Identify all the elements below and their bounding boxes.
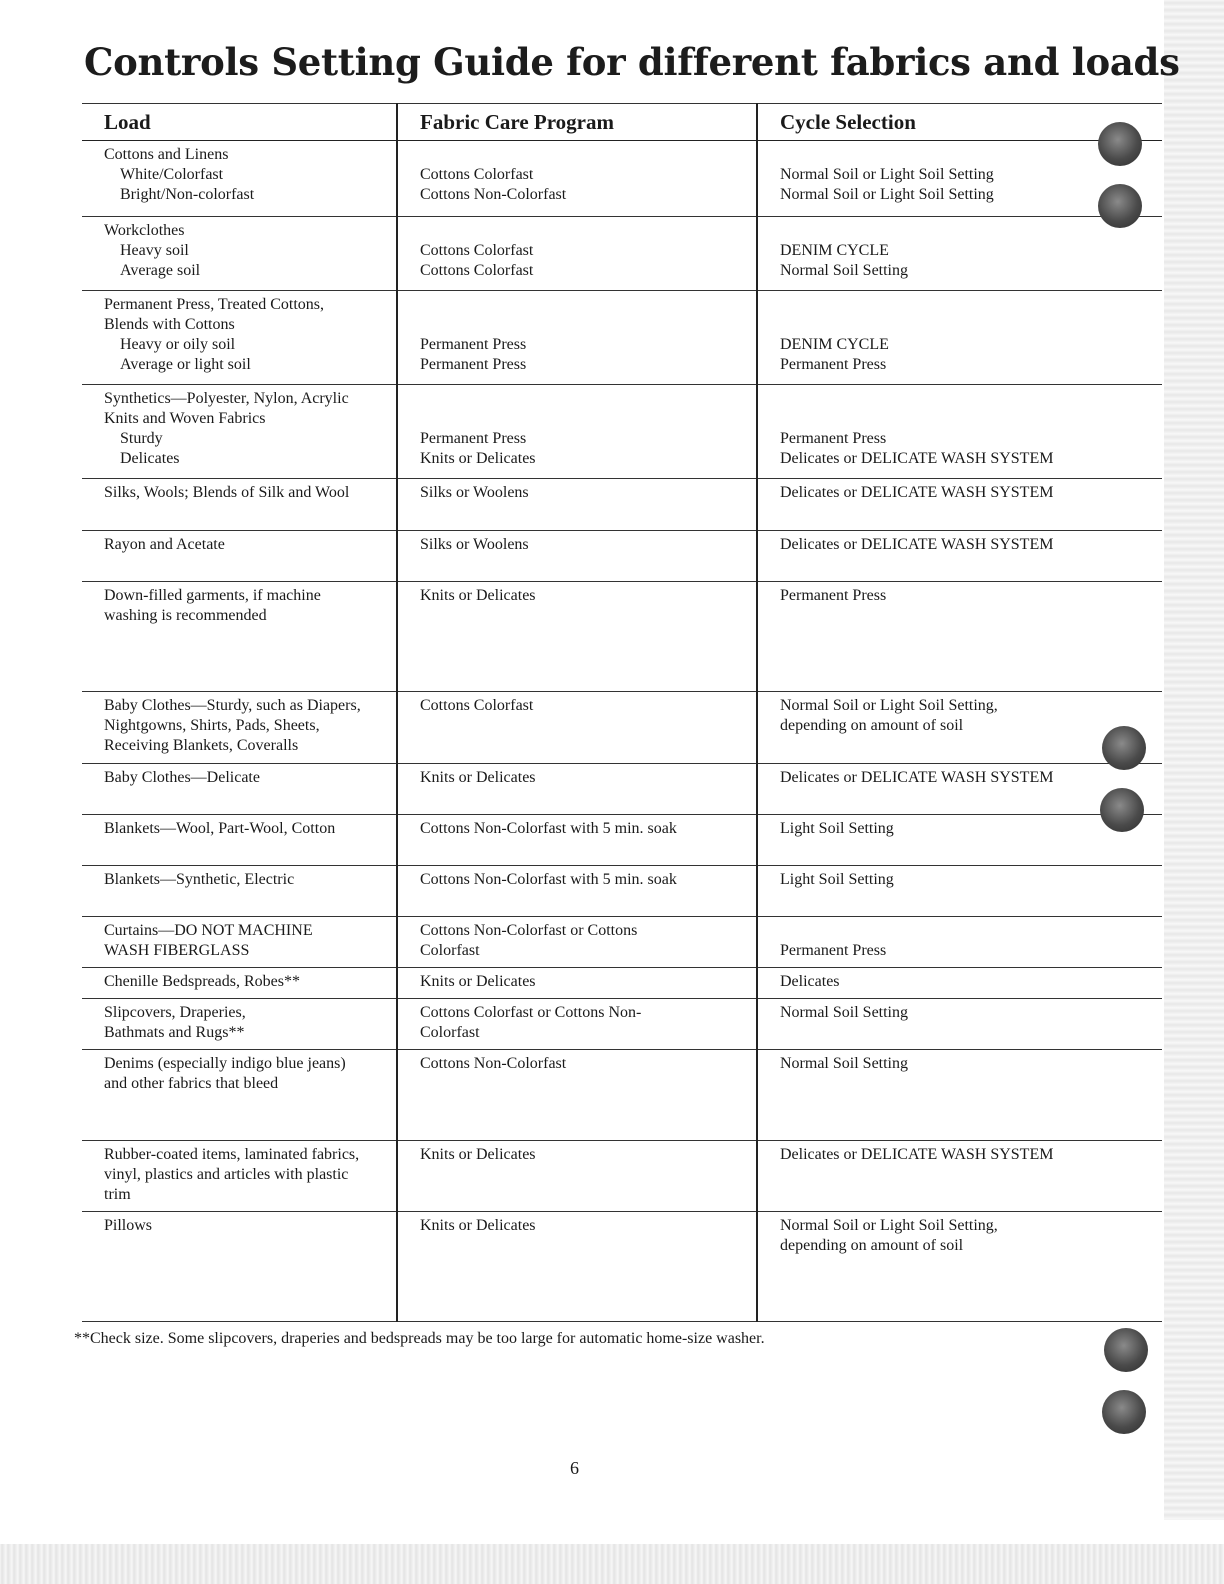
load-cell: [82, 1050, 397, 1141]
cell-line: Permanent Press: [780, 356, 887, 373]
cycle-cell: [757, 1212, 1162, 1322]
cell-line: [420, 145, 746, 165]
table-row: [82, 968, 1162, 999]
cell-line: Slipcovers, Draperies,: [104, 1004, 246, 1021]
cell-line: Silks or Woolens: [420, 484, 529, 501]
cell-line: Workclothes: [104, 222, 185, 239]
cell-line: Cottons Colorfast: [420, 262, 534, 279]
cell-line: Knits and Woven Fabrics: [104, 410, 266, 427]
cell-line: Knits or Delicates: [420, 1217, 536, 1234]
table-row: [82, 531, 1162, 582]
cell-line: Blends with Cottons: [104, 316, 235, 333]
table-row: [82, 815, 1162, 866]
cell-line: Delicates or DELICATE WASH SYSTEM: [780, 450, 1054, 467]
cell-line: Delicates: [780, 973, 840, 990]
cell-line: Delicates or DELICATE WASH SYSTEM: [780, 769, 1054, 786]
cell-line: Cottons Non-Colorfast or Cottons: [420, 922, 638, 939]
cell-line: Bathmats and Rugs**: [104, 1024, 245, 1041]
load-cell: [82, 999, 397, 1050]
cell-line: DENIM CYCLE: [780, 242, 889, 259]
program-cell: [397, 291, 757, 385]
program-cell: [397, 917, 757, 968]
cell-line: Delicates: [120, 450, 180, 467]
table-row: [82, 385, 1162, 479]
program-cell: [397, 582, 757, 692]
cell-line: White/Colorfast: [120, 166, 224, 183]
cell-line: Permanent Press, Treated Cottons,: [104, 296, 324, 313]
table-header-row: [82, 104, 1162, 141]
table-body: [82, 141, 1162, 1322]
load-cell: [82, 582, 397, 692]
table-row: [82, 917, 1162, 968]
cell-line: Nightgowns, Shirts, Pads, Sheets,: [104, 717, 320, 734]
cycle-cell: [757, 999, 1162, 1050]
cell-line: Curtains—DO NOT MACHINE: [104, 922, 313, 939]
cycle-cell: [757, 815, 1162, 866]
table-row: [82, 1141, 1162, 1212]
punch-hole-icon: [1102, 726, 1146, 770]
cell-line: Blankets—Synthetic, Electric: [104, 871, 295, 888]
cell-line: Knits or Delicates: [420, 973, 536, 990]
cell-line: DENIM CYCLE: [780, 336, 889, 353]
cell-line: Normal Soil Setting: [780, 1055, 908, 1072]
cell-line: WASH FIBERGLASS: [104, 942, 250, 959]
cell-line: trim: [104, 1186, 131, 1203]
cell-line: Denims (especially indigo blue jeans): [104, 1055, 346, 1072]
punch-hole-icon: [1098, 184, 1142, 228]
cell-line: [780, 295, 1152, 315]
cell-line: [420, 389, 746, 409]
cell-line: Delicates or DELICATE WASH SYSTEM: [780, 536, 1054, 553]
table-row: [82, 999, 1162, 1050]
cell-line: Knits or Delicates: [420, 769, 536, 786]
program-cell: [397, 1050, 757, 1141]
cell-line: Colorfast: [420, 1024, 480, 1041]
load-cell: [82, 141, 397, 217]
cycle-cell: [757, 1141, 1162, 1212]
punch-hole-icon: [1104, 1328, 1148, 1372]
cell-line: Rayon and Acetate: [104, 536, 225, 553]
page-title: Controls Setting Guide for different fabrics and loads: [84, 40, 1180, 84]
load-cell: [82, 917, 397, 968]
cell-line: [780, 315, 1152, 335]
table-row: [82, 582, 1162, 692]
cell-line: Normal Soil Setting: [780, 1004, 908, 1021]
cell-line: [780, 921, 1152, 941]
cell-line: Delicates or DELICATE WASH SYSTEM: [780, 1146, 1054, 1163]
load-cell: [82, 968, 397, 999]
load-cell: [82, 291, 397, 385]
program-cell: [397, 1212, 757, 1322]
table-row: [82, 866, 1162, 917]
cycle-cell: [757, 217, 1162, 291]
load-cell: [82, 479, 397, 531]
cell-line: Knits or Delicates: [420, 1146, 536, 1163]
cell-line: Normal Soil or Light Soil Setting: [780, 186, 994, 203]
punch-hole-icon: [1098, 122, 1142, 166]
load-cell: [82, 217, 397, 291]
cell-line: Average soil: [120, 262, 201, 279]
cell-line: Cottons Colorfast or Cottons Non-: [420, 1004, 642, 1021]
program-cell: [397, 692, 757, 764]
cell-line: Blankets—Wool, Part-Wool, Cotton: [104, 820, 336, 837]
cell-line: Heavy or oily soil: [120, 336, 236, 353]
load-cell: [82, 815, 397, 866]
cycle-cell: [757, 385, 1162, 479]
cell-line: Normal Soil or Light Soil Setting: [780, 166, 994, 183]
table-row: [82, 692, 1162, 764]
footnote: **Check size. Some slipcovers, draperies and bedspreads may be too large for automatic home-size washer.: [74, 1330, 765, 1347]
program-cell: [397, 968, 757, 999]
load-cell: [82, 866, 397, 917]
cell-line: Permanent Press: [780, 430, 887, 447]
cell-line: Receiving Blankets, Coveralls: [104, 737, 299, 754]
cell-line: Light Soil Setting: [780, 820, 894, 837]
program-cell: [397, 1141, 757, 1212]
cycle-cell: [757, 917, 1162, 968]
cell-line: Average or light soil: [120, 356, 251, 373]
cell-line: Down-filled garments, if machine: [104, 587, 321, 604]
load-cell: [82, 1212, 397, 1322]
cell-line: Knits or Delicates: [420, 587, 536, 604]
cycle-cell: [757, 531, 1162, 582]
table-row: [82, 141, 1162, 217]
cell-line: depending on amount of soil: [780, 717, 964, 734]
cycle-cell: [757, 968, 1162, 999]
table-row: [82, 479, 1162, 531]
cell-line: Sturdy: [120, 430, 163, 447]
scan-edge-strip: [1164, 0, 1224, 1520]
cell-line: Cottons Colorfast: [420, 697, 534, 714]
page-number: 6: [570, 1458, 579, 1478]
cell-line: depending on amount of soil: [780, 1237, 964, 1254]
program-cell: [397, 999, 757, 1050]
cell-line: Silks, Wools; Blends of Silk and Wool: [104, 484, 350, 501]
program-cell: [397, 385, 757, 479]
cell-line: Baby Clothes—Delicate: [104, 769, 260, 786]
cell-line: Heavy soil: [120, 242, 189, 259]
cell-line: Cottons Colorfast: [420, 242, 534, 259]
load-cell: [82, 764, 397, 815]
cell-line: Permanent Press: [420, 336, 527, 353]
cell-line: and other fabrics that bleed: [104, 1075, 279, 1092]
cell-line: Cottons and Linens: [104, 146, 229, 163]
cycle-cell: [757, 479, 1162, 531]
cycle-cell: [757, 582, 1162, 692]
cell-line: Rubber-coated items, laminated fabrics,: [104, 1146, 360, 1163]
program-cell: [397, 866, 757, 917]
cell-line: [420, 295, 746, 315]
header-load: Load: [82, 104, 397, 141]
program-cell: [397, 764, 757, 815]
load-cell: [82, 385, 397, 479]
cell-line: [420, 315, 746, 335]
cell-line: Synthetics—Polyester, Nylon, Acrylic: [104, 390, 349, 407]
cell-line: Pillows: [104, 1217, 153, 1234]
cell-line: Cottons Non-Colorfast: [420, 186, 567, 203]
table-row: [82, 764, 1162, 815]
cell-line: Normal Soil or Light Soil Setting,: [780, 1217, 998, 1234]
header-cycle-selection: Cycle Selection: [757, 104, 1162, 141]
load-cell: [82, 1141, 397, 1212]
cell-line: Cottons Non-Colorfast with 5 min. soak: [420, 871, 677, 888]
scan-bottom-strip: [0, 1544, 1224, 1584]
cycle-cell: [757, 291, 1162, 385]
cell-line: Permanent Press: [420, 356, 527, 373]
table-row: [82, 217, 1162, 291]
table-row: [82, 291, 1162, 385]
cell-line: Permanent Press: [780, 587, 887, 604]
table-row: [82, 1212, 1162, 1322]
cycle-cell: [757, 1050, 1162, 1141]
controls-setting-table: [82, 103, 1162, 1322]
cell-line: Permanent Press: [420, 430, 527, 447]
punch-hole-icon: [1100, 788, 1144, 832]
program-cell: [397, 141, 757, 217]
cell-line: Delicates or DELICATE WASH SYSTEM: [780, 484, 1054, 501]
cell-line: Normal Soil or Light Soil Setting,: [780, 697, 998, 714]
cell-line: Light Soil Setting: [780, 871, 894, 888]
cell-line: Knits or Delicates: [420, 450, 536, 467]
punch-hole-icon: [1102, 1390, 1146, 1434]
cell-line: Permanent Press: [780, 942, 887, 959]
program-cell: [397, 815, 757, 866]
cell-line: Normal Soil Setting: [780, 262, 908, 279]
program-cell: [397, 531, 757, 582]
cell-line: Bright/Non-colorfast: [120, 186, 255, 203]
cell-line: Cottons Non-Colorfast: [420, 1055, 567, 1072]
cell-line: Baby Clothes—Sturdy, such as Diapers,: [104, 697, 361, 714]
cell-line: Silks or Woolens: [420, 536, 529, 553]
cycle-cell: [757, 692, 1162, 764]
cell-line: [780, 221, 1152, 241]
cell-line: Colorfast: [420, 942, 480, 959]
load-cell: [82, 531, 397, 582]
cell-line: washing is recommended: [104, 607, 267, 624]
cell-line: [780, 145, 1152, 165]
cell-line: [780, 389, 1152, 409]
header-fabric-care-program: Fabric Care Program: [397, 104, 757, 141]
cell-line: [780, 409, 1152, 429]
cell-line: Cottons Colorfast: [420, 166, 534, 183]
cell-line: vinyl, plastics and articles with plastic: [104, 1166, 349, 1183]
cell-line: [420, 221, 746, 241]
table-row: [82, 1050, 1162, 1141]
cell-line: Chenille Bedspreads, Robes**: [104, 973, 300, 990]
program-cell: [397, 217, 757, 291]
cycle-cell: [757, 866, 1162, 917]
cell-line: Cottons Non-Colorfast with 5 min. soak: [420, 820, 677, 837]
cell-line: [420, 409, 746, 429]
load-cell: [82, 692, 397, 764]
program-cell: [397, 479, 757, 531]
